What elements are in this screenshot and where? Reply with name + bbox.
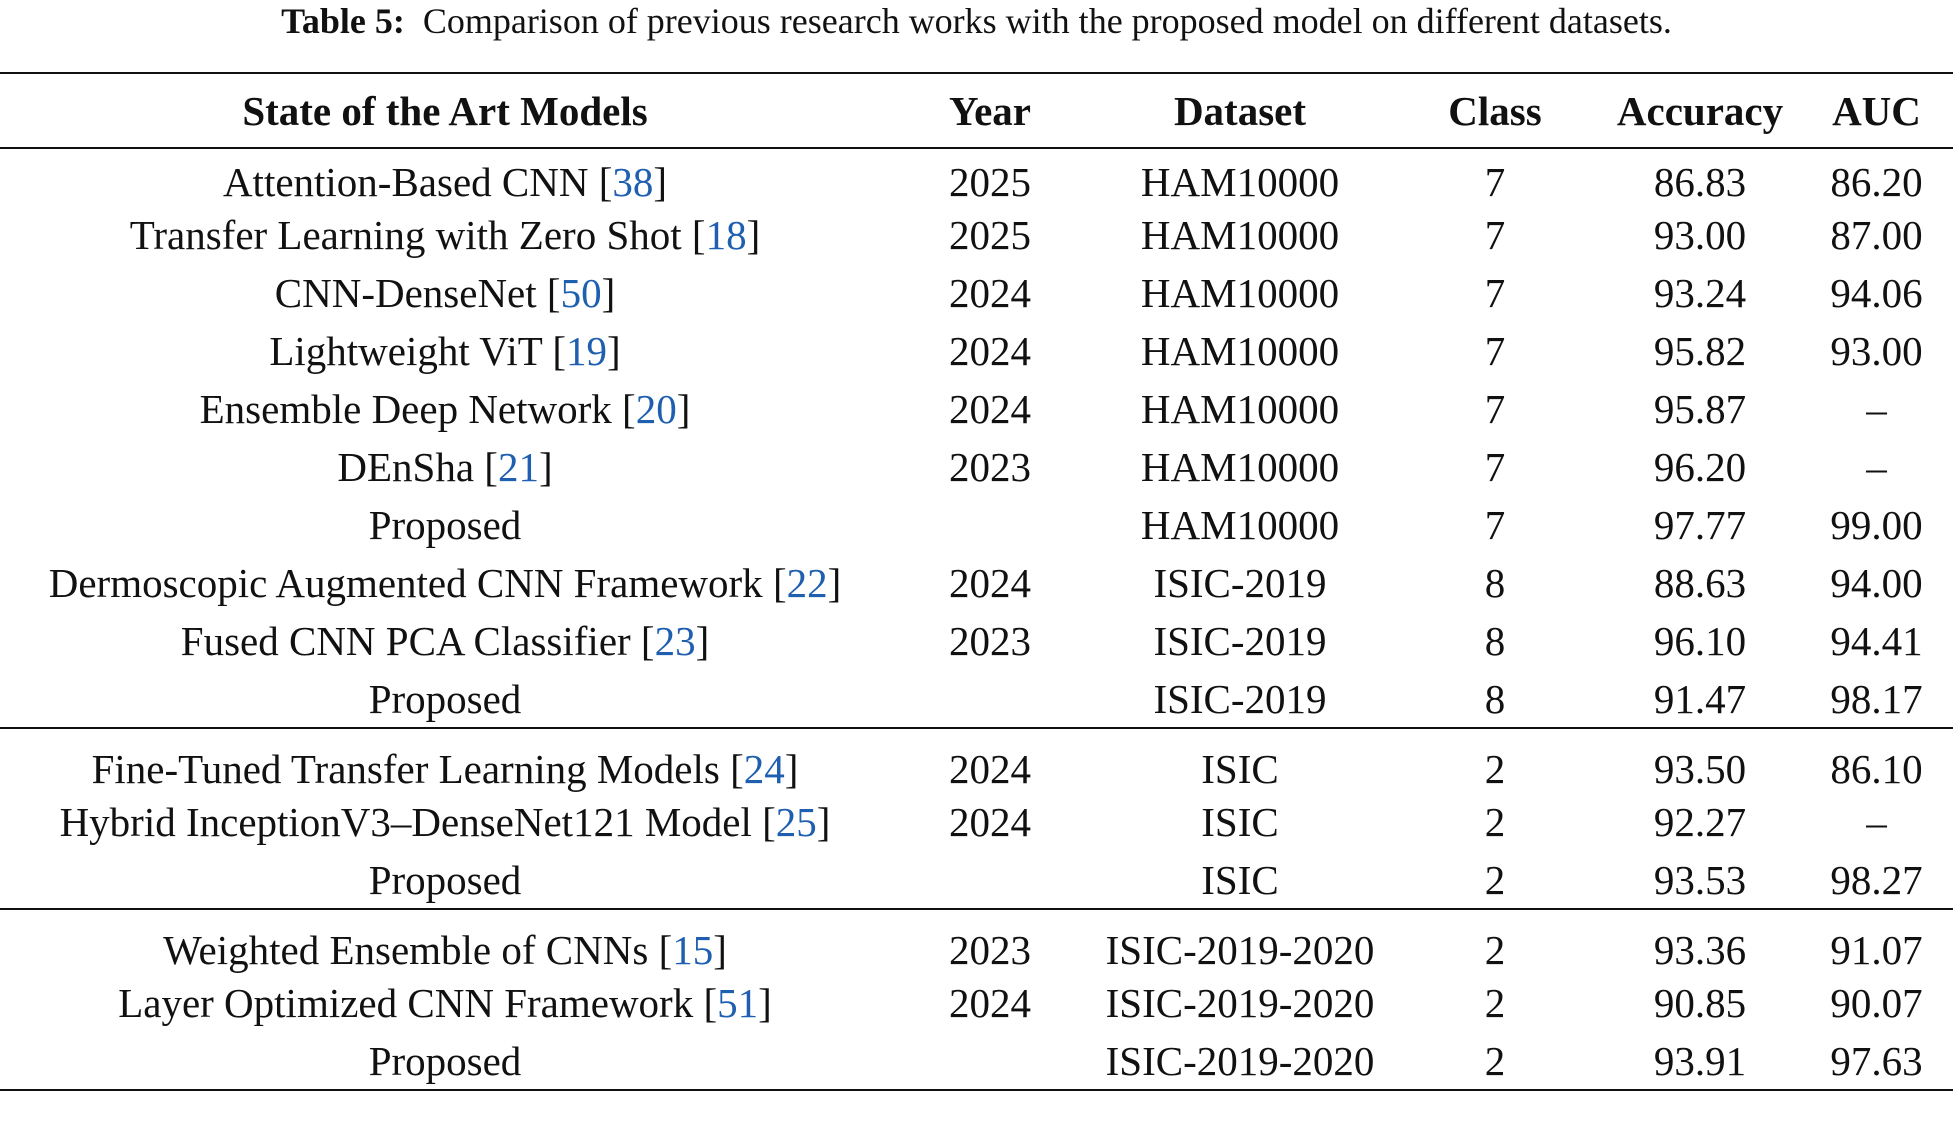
model-name: Fused CNN PCA Classifier — [180, 618, 631, 664]
header-class: Class — [1448, 87, 1542, 134]
header-model: State of the Art Models — [242, 87, 648, 134]
table-row — [0, 380, 1953, 438]
model-name: Proposed — [368, 675, 522, 722]
cell-dataset: ISIC-2019 — [1153, 618, 1327, 664]
header-accuracy: Accuracy — [1616, 87, 1784, 134]
cell-accuracy: 93.53 — [1653, 856, 1747, 903]
table-caption-label: Table 5: — [281, 1, 405, 41]
citation-link[interactable]: 24 — [743, 746, 785, 792]
cell-model: Dermoscopic Augmented CNN Framework [22] — [48, 560, 842, 606]
table-row — [0, 554, 1953, 612]
model-name: CNN-DenseNet — [274, 270, 537, 316]
citation-link[interactable]: 51 — [717, 980, 759, 1026]
cell-accuracy: 93.24 — [1653, 270, 1747, 316]
table-caption-text: Comparison of previous research works with the proposed model on different datasets. — [422, 1, 1672, 41]
cell-auc: 87.00 — [1830, 212, 1923, 258]
cell-year: 2024 — [949, 328, 1031, 374]
cell-class: 2 — [1484, 927, 1506, 973]
table-group-1 — [0, 148, 1953, 728]
cell-model: DEnSha [21] — [337, 444, 553, 490]
cell-year — [890, 496, 1090, 554]
cell-class: 7 — [1484, 328, 1506, 374]
cell-dataset: HAM10000 — [1140, 502, 1340, 548]
cell-accuracy: 96.20 — [1653, 444, 1747, 490]
cell-accuracy: 97.77 — [1653, 502, 1747, 548]
cell-dataset: HAM10000 — [1140, 386, 1340, 432]
cell-accuracy: 93.50 — [1653, 746, 1747, 792]
cell-accuracy: 90.85 — [1653, 980, 1747, 1026]
citation-link[interactable]: 18 — [705, 212, 747, 258]
cell-year: 2024 — [949, 386, 1031, 432]
cell-class: 8 — [1484, 675, 1506, 722]
cell-auc: 98.27 — [1830, 856, 1923, 903]
cell-model: CNN-DenseNet [50] — [274, 270, 616, 316]
cell-model: Hybrid InceptionV3–DenseNet121 Model [25] — [59, 799, 831, 845]
cell-class: 7 — [1484, 502, 1506, 548]
cell-auc: – — [1866, 444, 1887, 490]
cell-model — [0, 851, 890, 909]
cell-year: 2024 — [949, 560, 1031, 606]
cell-year: 2024 — [949, 746, 1031, 792]
table-row — [0, 1032, 1953, 1090]
cell-class: 7 — [1484, 158, 1506, 205]
cell-dataset: HAM10000 — [1140, 444, 1340, 490]
table-row — [0, 612, 1953, 670]
model-name: Proposed — [368, 502, 522, 548]
header-auc: AUC — [1832, 87, 1921, 134]
cell-auc: 94.41 — [1830, 618, 1923, 664]
cell-class: 7 — [1484, 386, 1506, 432]
citation-link[interactable]: 22 — [786, 560, 828, 606]
model-name: Hybrid InceptionV3–DenseNet121 Model — [59, 799, 752, 845]
cell-model: Fused CNN PCA Classifier [23] — [180, 618, 710, 664]
cell-dataset: ISIC — [1201, 856, 1279, 903]
cell-auc: 97.63 — [1830, 1037, 1923, 1084]
cell-model: Weighted Ensemble of CNNs [15] — [163, 927, 727, 973]
cell-year: 2023 — [949, 618, 1031, 664]
cell-auc: – — [1866, 799, 1887, 845]
cell-auc: 93.00 — [1830, 328, 1923, 374]
cell-year: 2023 — [949, 927, 1031, 973]
cell-class: 2 — [1484, 1037, 1506, 1084]
cell-class: 7 — [1484, 212, 1506, 258]
model-name: Weighted Ensemble of CNNs — [163, 927, 649, 973]
table-row — [0, 974, 1953, 1032]
cell-accuracy: 92.27 — [1653, 799, 1747, 845]
cell-model: Ensemble Deep Network [20] — [199, 386, 691, 432]
cell-class: 2 — [1484, 746, 1506, 792]
cell-dataset: HAM10000 — [1140, 158, 1340, 205]
cell-year: 2024 — [949, 980, 1031, 1026]
cell-auc: 86.20 — [1830, 158, 1923, 205]
cell-year: 2024 — [949, 799, 1031, 845]
header-year: Year — [949, 87, 1031, 134]
table-row — [0, 264, 1953, 322]
cell-model: Transfer Learning with Zero Shot [18] — [129, 212, 761, 258]
cell-year — [890, 670, 1090, 728]
cell-accuracy: 93.91 — [1653, 1037, 1747, 1084]
cell-year: 2025 — [949, 158, 1031, 205]
cell-model — [0, 1032, 890, 1090]
header-dataset: Dataset — [1173, 87, 1307, 134]
cell-class: 2 — [1484, 980, 1506, 1026]
cell-class: 8 — [1484, 618, 1506, 664]
cell-accuracy: 95.82 — [1653, 328, 1747, 374]
table-group-3 — [0, 909, 1953, 1090]
cell-dataset: ISIC-2019 — [1153, 675, 1327, 722]
cell-model: Layer Optimized CNN Framework [51] — [118, 980, 772, 1026]
table-row — [0, 206, 1953, 264]
cell-auc: 86.10 — [1830, 746, 1923, 792]
table-row — [0, 670, 1953, 728]
cell-auc: 94.06 — [1830, 270, 1923, 316]
table-row — [0, 793, 1953, 851]
table-row — [0, 728, 1953, 793]
comparison-table — [0, 72, 1953, 1091]
cell-class: 8 — [1484, 560, 1506, 606]
cell-class: 2 — [1484, 856, 1506, 903]
model-name: DEnSha — [337, 444, 475, 490]
cell-accuracy: 91.47 — [1653, 675, 1747, 722]
cell-auc: 90.07 — [1830, 980, 1923, 1026]
model-name: Transfer Learning with Zero Shot — [129, 212, 682, 258]
table-group-2 — [0, 728, 1953, 909]
cell-class: 2 — [1484, 799, 1506, 845]
cell-model — [0, 496, 890, 554]
cell-dataset: ISIC — [1201, 799, 1279, 845]
cell-dataset: HAM10000 — [1140, 212, 1340, 258]
cell-dataset: ISIC — [1201, 746, 1279, 792]
cell-accuracy: 88.63 — [1653, 560, 1747, 606]
cell-class: 7 — [1484, 444, 1506, 490]
header-row — [0, 73, 1953, 148]
cell-accuracy: 86.83 — [1653, 158, 1747, 205]
cell-year — [890, 1032, 1090, 1090]
table-row — [0, 851, 1953, 909]
cell-dataset: ISIC-2019 — [1153, 560, 1327, 606]
table-caption — [0, 0, 1953, 48]
cell-dataset: ISIC-2019-2020 — [1105, 927, 1375, 973]
table-header — [0, 73, 1953, 148]
cell-year: 2023 — [949, 444, 1031, 490]
table-row — [0, 438, 1953, 496]
cell-accuracy: 93.36 — [1653, 927, 1747, 973]
citation-link[interactable]: 23 — [654, 618, 696, 664]
table-row — [0, 909, 1953, 974]
cell-dataset: HAM10000 — [1140, 270, 1340, 316]
model-name: Attention-Based CNN — [222, 158, 589, 205]
cell-accuracy: 95.87 — [1653, 386, 1747, 432]
cell-auc: – — [1866, 386, 1887, 432]
model-name: Proposed — [368, 856, 522, 903]
table-row — [0, 148, 1953, 206]
citation-link[interactable]: 21 — [497, 444, 539, 490]
citation-link[interactable]: 38 — [612, 158, 654, 205]
cell-model: Attention-Based CNN [38] — [222, 158, 668, 205]
cell-dataset: ISIC-2019-2020 — [1105, 980, 1375, 1026]
cell-class: 7 — [1484, 270, 1506, 316]
citation-link[interactable]: 25 — [775, 799, 817, 845]
cell-auc: 94.00 — [1830, 560, 1923, 606]
model-name: Ensemble Deep Network — [199, 386, 612, 432]
model-name: Proposed — [368, 1037, 522, 1084]
cell-year — [890, 851, 1090, 909]
cell-accuracy: 96.10 — [1653, 618, 1747, 664]
citation-link[interactable]: 50 — [560, 270, 602, 316]
cell-year: 2025 — [949, 212, 1031, 258]
cell-model — [0, 670, 890, 728]
citation-link[interactable]: 20 — [635, 386, 677, 432]
cell-dataset: ISIC-2019-2020 — [1105, 1037, 1375, 1084]
cell-model: Fine-Tuned Transfer Learning Models [24] — [91, 746, 799, 792]
citation-link[interactable]: 15 — [672, 927, 714, 973]
model-name: Layer Optimized CNN Framework — [118, 980, 694, 1026]
cell-dataset: HAM10000 — [1140, 328, 1340, 374]
cell-auc: 98.17 — [1830, 675, 1923, 722]
cell-model: Lightweight ViT [19] — [269, 328, 621, 374]
cell-year: 2024 — [949, 270, 1031, 316]
cell-accuracy: 93.00 — [1653, 212, 1747, 258]
model-name: Fine-Tuned Transfer Learning Models — [91, 746, 720, 792]
model-name: Dermoscopic Augmented CNN Framework — [48, 560, 763, 606]
table-row — [0, 322, 1953, 380]
model-name: Lightweight ViT — [269, 328, 543, 374]
cell-auc: 99.00 — [1830, 502, 1923, 548]
table-row — [0, 496, 1953, 554]
cell-auc: 91.07 — [1830, 927, 1923, 973]
citation-link[interactable]: 19 — [566, 328, 608, 374]
